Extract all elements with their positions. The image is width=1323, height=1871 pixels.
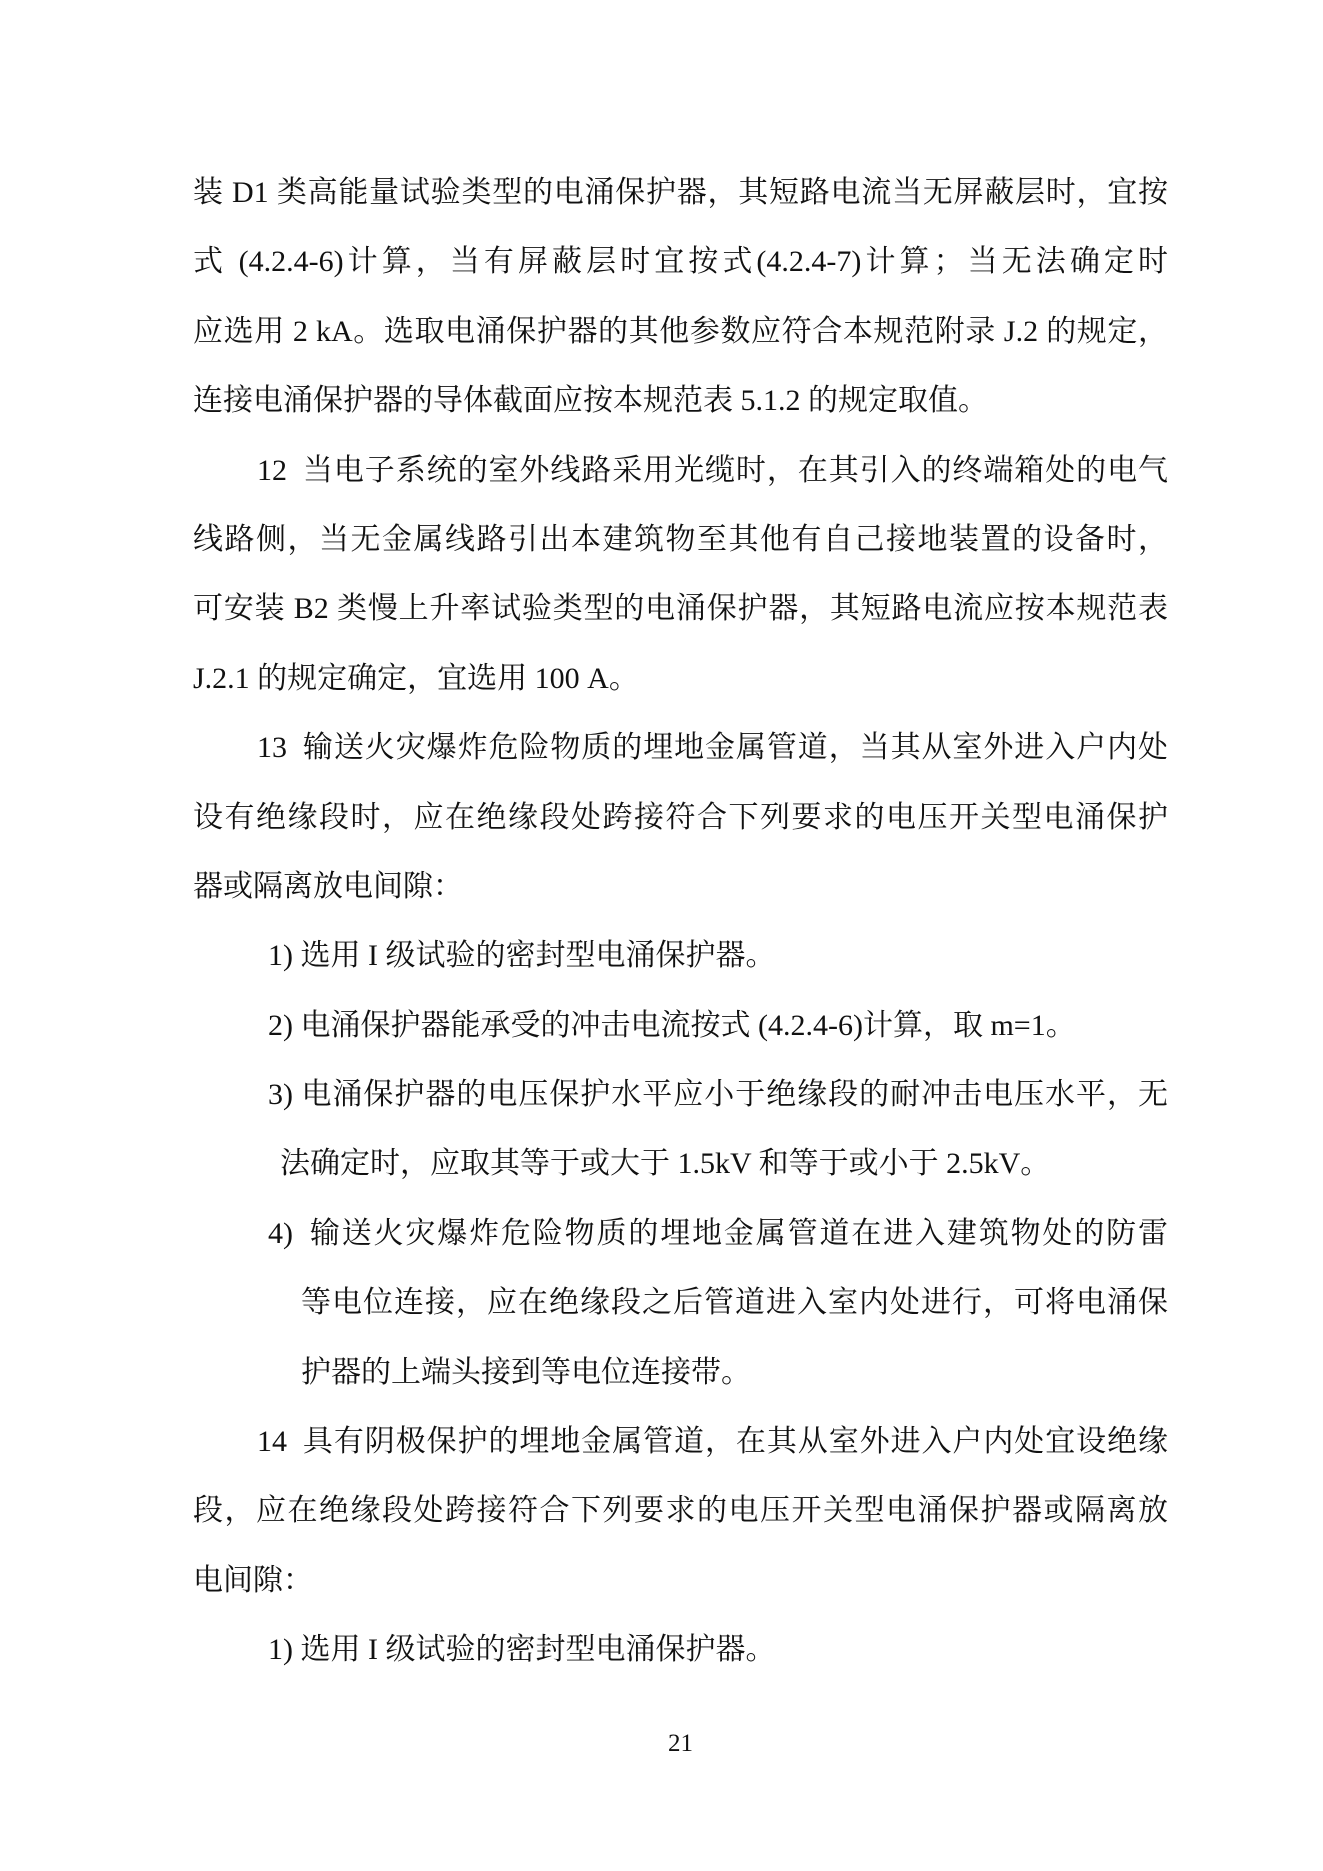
text-line: 等电位连接，应在绝缘段之后管道进入室内处进行，可将电涌保 — [301, 1286, 1168, 1320]
text-line-item-1: 1) 选用 I 级试验的密封型电涌保护器。 — [268, 1633, 776, 1667]
text-line-paragraph-14: 14 具有阴极保护的埋地金属管道，在其从室外进入户内处宜设绝缘 — [257, 1425, 1168, 1459]
text-line: 可安装 B2 类慢上升率试验类型的电涌保护器，其短路电流应按本规范表 — [193, 592, 1168, 626]
text-line: J.2.1 的规定确定，宜选用 100 A。 — [193, 661, 639, 695]
text-line-item-2: 2) 电涌保护器能承受的冲击电流按式 (4.2.4-6)计算，取 m=1。 — [268, 1008, 1076, 1042]
text-line: 装 D1 类高能量试验类型的电涌保护器，其短路电流当无屏蔽层时，宜按 — [193, 176, 1168, 209]
text-line: 连接电涌保护器的导体截面应按本规范表 5.1.2 的规定取值。 — [193, 384, 988, 418]
text-line-paragraph-13: 13 输送火灾爆炸危险物质的埋地金属管道，当其从室外进入户内处 — [257, 731, 1168, 765]
text-line: 器或隔离放电间隙： — [193, 869, 463, 903]
text-line: 法确定时，应取其等于或大于 1.5kV 和等于或小于 2.5kV。 — [280, 1147, 1051, 1181]
text-line: 段，应在绝缘段处跨接符合下列要求的电压开关型电涌保护器或隔离放 — [193, 1494, 1168, 1528]
text-line: 式 (4.2.4-6)计算，当有屏蔽层时宜按式(4.2.4-7)计算；当无法确定时 — [193, 245, 1168, 279]
text-line: 设有绝缘段时，应在绝缘段处跨接符合下列要求的电压开关型电涌保护 — [193, 800, 1168, 834]
page-number: 21 — [668, 1730, 693, 1757]
text-line-item-3: 3) 电涌保护器的电压保护水平应小于绝缘段的耐冲击电压水平，无 — [268, 1078, 1168, 1112]
text-line: 应选用 2 kA。选取电涌保护器的其他参数应符合本规范附录 J.2 的规定， — [193, 314, 1168, 348]
text-line-item-1: 1) 选用 I 级试验的密封型电涌保护器。 — [268, 939, 776, 973]
text-line-item-4: 4) 输送火灾爆炸危险物质的埋地金属管道在进入建筑物处的防雷 — [268, 1216, 1168, 1250]
text-line: 电间隙： — [193, 1563, 313, 1597]
document-body — [193, 158, 1168, 1685]
text-line: 线路侧，当无金属线路引出本建筑物至其他有自己接地装置的设备时， — [193, 522, 1168, 556]
text-line: 护器的上端头接到等电位连接带。 — [301, 1355, 751, 1389]
text-line-paragraph-12: 12 当电子系统的室外线路采用光缆时，在其引入的终端箱处的电气 — [257, 453, 1168, 487]
